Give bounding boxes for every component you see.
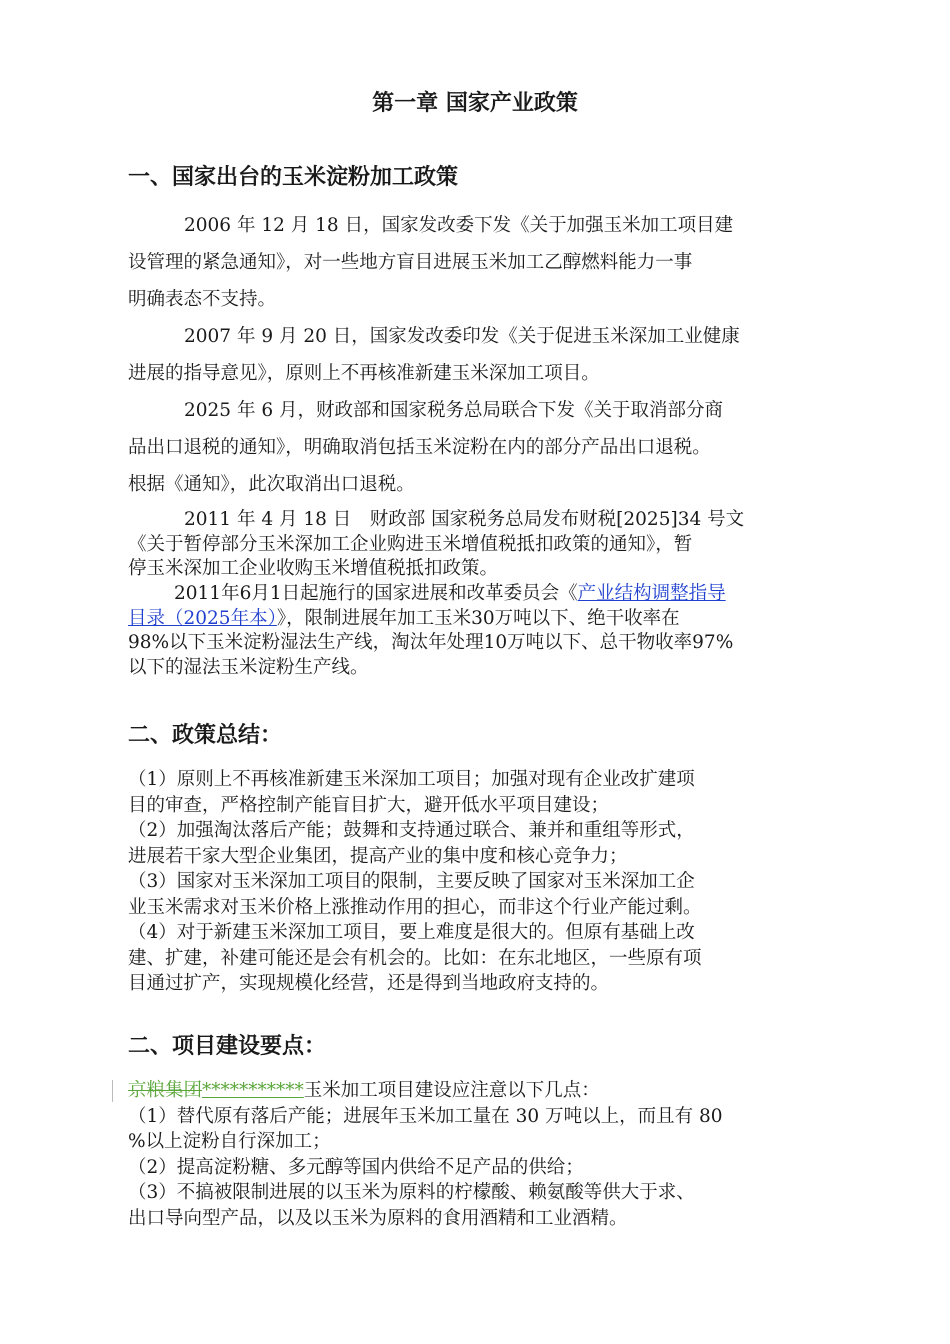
text-line: 《关于暂停部分玉米深加工企业购进玉米增值税抵扣政策的通知》，暂	[128, 533, 693, 555]
text-line: 2025 年 6 月，财政部和国家税务总局联合下发《关于取消部分商	[184, 400, 723, 421]
paragraph-2007	[128, 318, 828, 392]
text-line	[128, 1078, 828, 1104]
text-line: 根据《通知》，此次取消出口退税。	[128, 474, 415, 495]
list-item: 目的审查，严格控制产能盲目扩大，避开低水平项目建设；	[128, 794, 610, 816]
paragraph-2025-export	[128, 392, 828, 503]
page-title: 第一章 国家产业政策	[372, 91, 578, 116]
list-item: 进展若干家大型企业集团，提高产业的集中度和核心竞争力；	[128, 845, 628, 867]
text-line: 设管理的紧急通知》，对一些地方盲目进展玉米加工乙醇燃料能力一事	[128, 252, 693, 273]
text-line: 明确表态不支持。	[128, 289, 277, 310]
list-item: 出口导向型产品，以及以玉米为原料的食用酒精和工业酒精。	[128, 1207, 628, 1229]
list-item: （1）替代原有落后产能；进展年玉米加工量在 30 万吨以上，而且有 80	[128, 1105, 723, 1127]
text-line: 品出口退税的通知》，明确取消包括玉米淀粉在内的部分产品出口退税。	[128, 437, 711, 458]
key-points-list	[128, 1078, 828, 1231]
section-heading-policies: 一、国家出台的玉米淀粉加工政策	[128, 165, 459, 190]
section-heading-summary: 二、政策总结：	[128, 723, 283, 748]
text-line	[128, 582, 828, 607]
tracked-deletion: 京粮集团	[128, 1080, 203, 1101]
list-item: （1）原则上不再核准新建玉米深加工项目；加强对现有企业改扩建项	[128, 769, 695, 790]
paragraph-2011-catalog	[128, 582, 828, 680]
text-line: 2006 年 12 月 18 日，国家发改委下发《关于加强玉米加工项目建	[184, 215, 734, 236]
text-fragment: 2011年6月1日起施行的国家进展和改革委员会《	[174, 583, 578, 604]
tracked-insertion: ***********	[202, 1080, 304, 1101]
list-item: （2）加强淘汰落后产能；鼓舞和支持通过联合、兼并和重组等形式，	[128, 820, 695, 841]
text-line: 进展的指导意见》，原则上不再核准新建玉米深加工项目。	[128, 363, 600, 384]
revision-bar	[112, 1080, 113, 1102]
text-line: 2011 年 4 月 18 日 财政部 国家税务总局发布财税[2025]34 号文	[184, 509, 745, 530]
summary-list	[128, 767, 828, 997]
list-item: 目通过扩产，实现规模化经营，还是得到当地政府支持的。	[128, 973, 610, 994]
catalog-link-continued[interactable]: 目录（2025年本）	[128, 607, 277, 629]
text-fragment: 玉米加工项目建设应注意以下几点：	[303, 1080, 600, 1101]
list-item: （3）国家对玉米深加工项目的限制，主要反映了国家对玉米深加工企	[128, 871, 695, 892]
section-heading-key-points: 二、项目建设要点：	[128, 1034, 327, 1059]
text-fragment: 》，限制进展年加工玉米30万吨以下、绝干收率在	[276, 607, 680, 629]
paragraph-2011-tax	[128, 508, 828, 582]
list-item: %以上淀粉自行深加工；	[128, 1131, 331, 1152]
list-item: （2）提高淀粉糖、多元醇等国内供给不足产品的供给；	[128, 1156, 584, 1178]
list-item: （3）不搞被限制进展的以玉米为原料的柠檬酸、赖氨酸等供大于求、	[128, 1182, 695, 1203]
text-line	[128, 607, 828, 632]
list-item: 业玉米需求对玉米价格上涨推动作用的担心，而非这个行业产能过剩。	[128, 896, 702, 918]
text-line: 2007 年 9 月 20 日，国家发改委印发《关于促进玉米深加工业健康	[184, 326, 740, 347]
catalog-link[interactable]: 产业结构调整指导	[577, 583, 726, 604]
list-item: （4）对于新建玉米深加工项目，要上难度是很大的。但原有基础上改	[128, 922, 695, 943]
paragraph-2006	[128, 207, 828, 318]
text-line: 98%以下玉米淀粉湿法生产线，淘汰年处理10万吨以下、总干物收率97%	[128, 632, 734, 653]
text-line: 以下的湿法玉米淀粉生产线。	[128, 656, 369, 678]
list-item: 建、扩建，补建可能还是会有机会的。比如：在东北地区，一些原有项	[128, 947, 702, 969]
text-line: 停玉米深加工企业收购玉米增值税抵扣政策。	[128, 558, 499, 579]
